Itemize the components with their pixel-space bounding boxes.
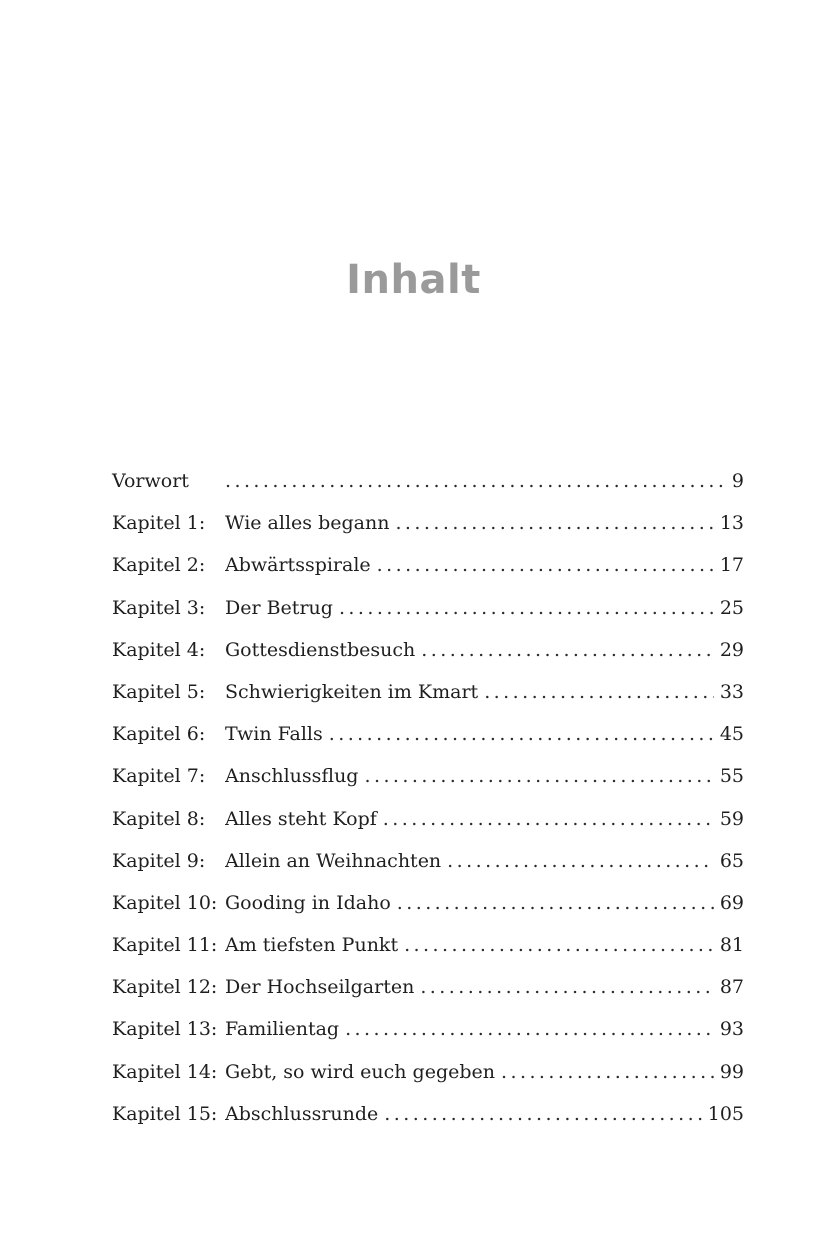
toc-page-number: 81 <box>719 934 744 957</box>
toc-row <box>112 934 744 976</box>
toc-page-number: 69 <box>719 891 744 914</box>
toc-page-number: 29 <box>719 638 744 661</box>
dot-leader <box>383 808 714 830</box>
toc-row <box>112 850 744 892</box>
toc-entry <box>225 808 744 830</box>
toc-page-number: 93 <box>719 1018 744 1041</box>
dot-leader <box>421 639 714 661</box>
toc-page-number: 25 <box>719 596 744 619</box>
toc-entry <box>225 892 744 914</box>
toc-title: Der Betrug <box>225 596 333 619</box>
toc-page-number: 17 <box>719 554 744 577</box>
toc-title: Schwierigkeiten im Kmart <box>225 680 479 703</box>
dot-leader <box>420 976 713 998</box>
toc-entry <box>225 765 744 787</box>
toc-entry <box>225 470 744 492</box>
toc-label: Kapitel 13: <box>112 1018 218 1041</box>
dot-leader <box>447 850 714 872</box>
toc-title: Allein an Weihnachten <box>225 849 442 872</box>
toc-row <box>112 723 744 765</box>
toc-title: Familientag <box>225 1018 340 1041</box>
toc-entry <box>225 1061 744 1083</box>
toc-title: Abschlussrunde <box>225 1102 379 1125</box>
dot-leader <box>484 681 714 703</box>
toc-entry <box>225 639 744 661</box>
toc-entry <box>225 976 744 998</box>
dot-leader <box>225 470 726 492</box>
toc-page-number: 65 <box>719 849 744 872</box>
toc-row <box>112 639 744 681</box>
toc-entry <box>225 1018 744 1040</box>
toc-title: Alles steht Kopf <box>225 807 377 830</box>
toc-row <box>112 681 744 723</box>
toc-label: Kapitel 15: <box>112 1102 218 1125</box>
toc-row <box>112 470 744 512</box>
dot-leader <box>339 597 714 619</box>
toc-label: Kapitel 6: <box>112 723 206 746</box>
toc-title: Anschlussflug <box>225 765 359 788</box>
toc-label: Kapitel 11: <box>112 934 218 957</box>
toc-page-number: 9 <box>731 470 744 492</box>
toc-row <box>112 1018 744 1060</box>
toc-entry <box>225 681 744 703</box>
dot-leader <box>345 1018 714 1040</box>
toc-label: Kapitel 9: <box>112 849 206 872</box>
toc-title: Wie alles begann <box>225 512 390 535</box>
dot-leader <box>377 554 714 576</box>
toc-entry <box>225 512 744 534</box>
toc-row <box>112 597 744 639</box>
toc-entry <box>225 554 744 576</box>
toc-row <box>112 554 744 596</box>
dot-leader <box>395 512 713 534</box>
dot-leader <box>364 765 713 787</box>
toc-title: Abwärtsspirale <box>225 554 371 577</box>
toc-row <box>112 765 744 807</box>
toc-page-number: 55 <box>719 765 744 788</box>
table-of-contents <box>112 470 744 1145</box>
toc-row <box>112 512 744 554</box>
toc-label: Kapitel 3: <box>112 596 206 619</box>
dot-leader <box>501 1061 714 1083</box>
toc-label: Kapitel 14: <box>112 1060 218 1083</box>
toc-entry <box>225 934 744 956</box>
toc-label: Kapitel 5: <box>112 680 206 703</box>
dot-leader <box>397 892 714 914</box>
toc-entry <box>225 1103 744 1125</box>
toc-page-number: 13 <box>719 512 744 535</box>
dot-leader <box>329 723 714 745</box>
page-title: Inhalt <box>346 256 481 303</box>
toc-label: Vorwort <box>112 470 189 492</box>
toc-row <box>112 892 744 934</box>
toc-title: Gottesdienstbesuch <box>225 638 416 661</box>
toc-entry <box>225 597 744 619</box>
toc-page-number: 45 <box>719 723 744 746</box>
toc-page-number: 59 <box>719 807 744 830</box>
toc-label: Kapitel 10: <box>112 891 218 914</box>
toc-label: Kapitel 2: <box>112 554 206 577</box>
toc-label: Kapitel 4: <box>112 638 206 661</box>
toc-row <box>112 808 744 850</box>
toc-label: Kapitel 1: <box>112 512 206 535</box>
toc-title: Gebt, so wird euch gegeben <box>225 1060 496 1083</box>
dot-leader <box>384 1103 701 1125</box>
toc-page-number: 33 <box>719 680 744 703</box>
toc-label: Kapitel 8: <box>112 807 206 830</box>
toc-page-number: 99 <box>719 1060 744 1083</box>
toc-title: Gooding in Idaho <box>225 891 391 914</box>
toc-page-number: 87 <box>719 976 744 999</box>
toc-label: Kapitel 7: <box>112 765 206 788</box>
toc-title: Twin Falls <box>225 723 323 746</box>
dot-leader <box>404 934 714 956</box>
toc-entry <box>225 850 744 872</box>
toc-row <box>112 976 744 1018</box>
toc-entry <box>225 723 744 745</box>
toc-page-number: 105 <box>707 1102 744 1125</box>
toc-row <box>112 1103 744 1145</box>
toc-title: Der Hochseilgarten <box>225 976 415 999</box>
toc-label: Kapitel 12: <box>112 976 218 999</box>
toc-row <box>112 1061 744 1103</box>
toc-title: Am tiefsten Punkt <box>225 934 399 957</box>
